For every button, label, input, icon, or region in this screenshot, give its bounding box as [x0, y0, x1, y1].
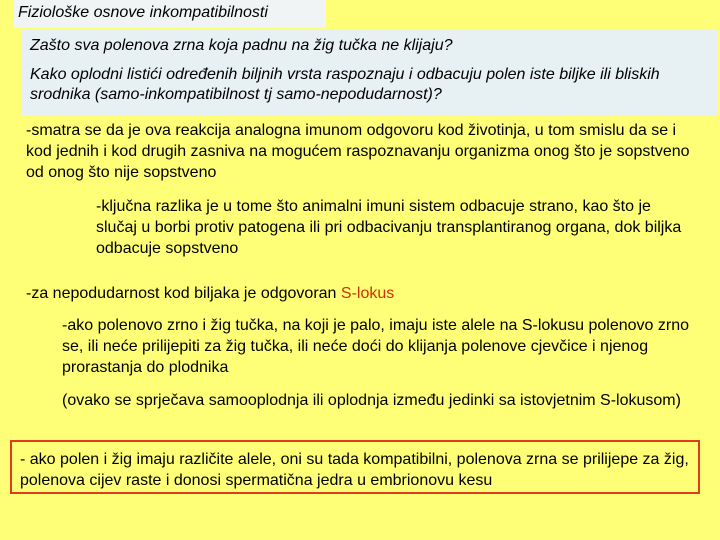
paragraph-immune-analogy: -smatra se da je ova reakcija analogna imunom odgovoru kod životinja, u tom smislu da se i kod jednih i kod drugih zasniva na mogućem raspoznavanju organizma onog što je sopstveno od onog što nije sopstveno [26, 122, 690, 181]
paragraph-s-locus-text: -za nepodudarnost kod biljaka je odgovoran [26, 285, 341, 302]
paragraph-self-pollination-note: (ovako se sprječava samooplodnja ili oplodnja između jedinki sa istovjetnim S-lokusom) [62, 392, 681, 409]
compatibility-box: - ako polen i žig imaju različite alele, oni su tada kompatibilni, polenova zrna se prilijepe za žig, polenova cijev raste i donosi spermatična jedra u embrionovu kesu [10, 440, 700, 494]
question-2: Kako oplodni listići određenih biljnih vrsta raspoznaju i odbacuju polen iste biljke ili bliskih srodnika (samo-inkompatibilnost tj samo-nepodudarnost)? [30, 66, 660, 103]
question-1: Zašto sva polenova zrna koja padnu na žig tučka ne klijaju? [30, 37, 453, 54]
s-locus-highlight: S-lokus [340, 285, 395, 302]
question-box [22, 30, 718, 116]
slide-title: Fiziološke osnove inkompatibilnosti [14, 0, 326, 28]
paragraph-key-difference: -ključna razlika je u tome što animalni imuni sistem odbacuje strano, kao što je slučaj u borbi protiv patogena ili pri odbacivanju transplantiranog organa, dok biljka odbacuje sopstveno [96, 198, 682, 257]
paragraph-s-locus [26, 283, 706, 304]
paragraph-same-alleles: -ako polenovo zrno i žig tučka, na koji je palo, imaju iste alele na S-lokusu polenovo zrno se, ili neće prilijepiti za žig tučka, ili neće doći do klijanja polenove cjevčice i njenog prorastanja do plodnika [62, 317, 690, 376]
